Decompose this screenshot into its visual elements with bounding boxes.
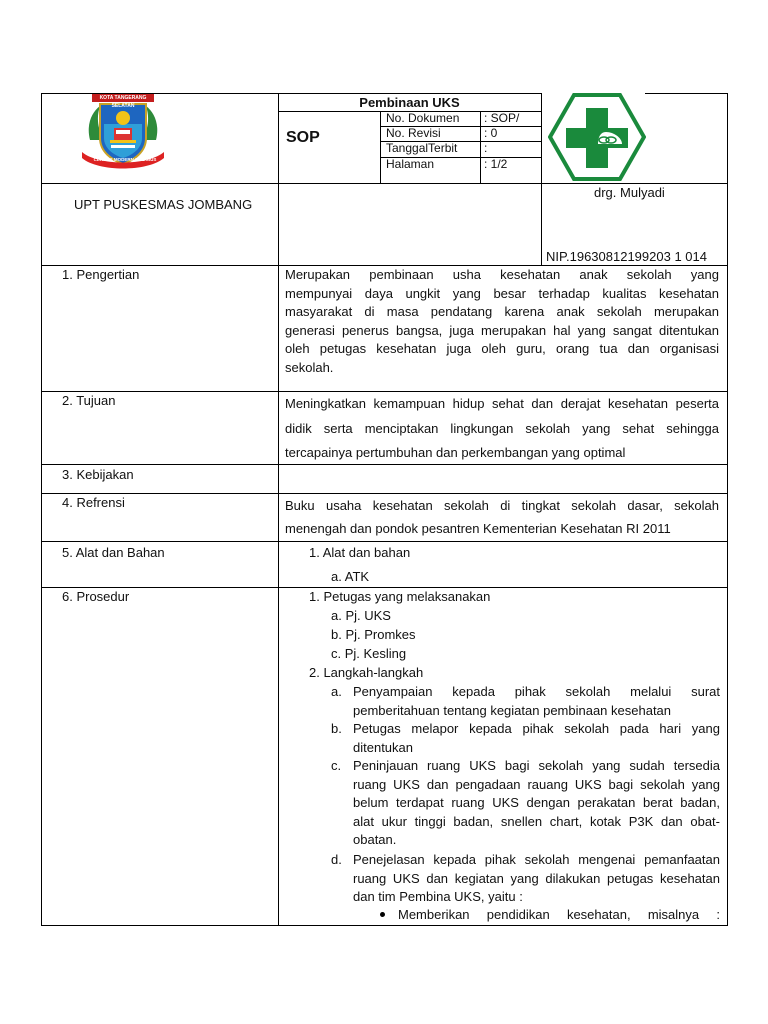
step-line: Peninjauan ruang UKS bagi sekolah yang sudah tersedia	[353, 758, 720, 773]
sop-label: SOP	[286, 129, 320, 146]
alat-item-1a: a. ATK	[331, 569, 370, 584]
refrensi-text	[285, 494, 719, 540]
meta-label-no-revisi: No. Revisi	[386, 126, 441, 140]
step-line: pemberitahuan tentang kegiatan pembinaan kesehatan	[353, 702, 672, 718]
step-line: obatan.	[353, 832, 397, 847]
meta-value-no-revisi: : 0	[484, 126, 498, 140]
table-border-left	[41, 93, 42, 926]
tujuan-line: Meningkatkan kemampuan hidup sehat dan derajat kesehatan peserta	[285, 396, 719, 411]
pengertian-line: masyarakat di masa pendatang karena anak sekolah merupakan	[285, 304, 719, 319]
prosedur-sub-item: c. Pj. Kesling	[331, 646, 407, 661]
bullet-text: Memberikan pendidikan kesehatan, misalnya :	[398, 907, 720, 922]
meta-value-no-dokumen: : SOP/	[484, 111, 520, 125]
tujuan-line: didik serta menciptakan lingkungan sekolah yang sehat sehingga	[285, 420, 719, 436]
step-marker: c.	[331, 758, 342, 773]
step-marker: a.	[331, 684, 342, 699]
alat-item-1: 1. Alat dan bahan	[309, 545, 411, 560]
section-label-prosedur: 6. Prosedur	[62, 589, 130, 604]
step-d-text	[353, 851, 720, 907]
pengertian-line: mempunyai daya ungkit yang besar terhadap kualitas kesehatan	[285, 285, 719, 301]
pengertian-line: sekolah.	[285, 359, 334, 375]
meta-label-no-dokumen: No. Dokumen	[386, 111, 460, 125]
logo-motto-text: CERDAS MODERN RELIGIUS	[93, 157, 157, 162]
bullet-text-wrap	[398, 906, 720, 924]
header-divider-right	[541, 93, 542, 265]
section-label-pengertian: 1. Pengertian	[62, 267, 140, 282]
tujuan-text	[285, 392, 719, 466]
table-border-right	[727, 93, 728, 926]
prosedur-sub-item: a. Pj. UKS	[331, 608, 391, 623]
step-line: ruang UKS dan pengadaan rauang UKS bagi sekolah yang	[353, 776, 720, 792]
section-label-tujuan: 2. Tujuan	[62, 393, 116, 408]
step-line: alat ukur tinggi badan, snellen chart, kotak P3K dan obat-	[353, 813, 720, 829]
table-border-top-right	[645, 93, 728, 94]
prosedur-sub-item: b. Pj. Promkes	[331, 627, 416, 642]
bullet-dot-icon	[380, 912, 385, 917]
step-line: ditentukan	[353, 739, 413, 755]
section-label-kebijakan: 3. Kebijakan	[62, 467, 134, 482]
meta-value-tanggal-terbit: :	[484, 141, 488, 155]
column-divider	[278, 93, 279, 926]
meta-divider-2	[480, 111, 481, 184]
logo-banner-text: KOTA TANGERANG SELATAN	[99, 95, 147, 109]
meta-label-tanggal-terbit: TanggalTerbit	[386, 141, 458, 155]
meta-value-halaman: : 1/2	[484, 157, 508, 171]
step-line: Penejelasan kepada pihak sekolah mengenai pemanfaatan	[353, 852, 720, 867]
meta-label-halaman: Halaman	[386, 157, 435, 171]
prosedur-item-1: 1. Petugas yang melaksanakan	[309, 589, 491, 604]
pengertian-text	[285, 266, 719, 377]
table-border-bottom	[41, 925, 728, 926]
meta-divider-1	[380, 111, 381, 184]
puskesmas-logo	[548, 92, 646, 182]
pengertian-line: oleh petugas kesehatan juga oleh guru, orang tua dan organisasi	[285, 341, 719, 356]
unit-name: UPT PUSKESMAS JOMBANG	[74, 197, 253, 212]
step-marker: b.	[331, 721, 342, 736]
refrensi-line: menengah dan pondok pesantren Kementerian Kesehatan RI 2011	[285, 521, 671, 536]
prosedur-item-2: 2. Langkah-langkah	[309, 665, 424, 680]
step-line: Penyampaian kepada pihak sekolah melalui surat	[353, 684, 720, 699]
row-line	[41, 541, 728, 542]
step-b-text	[353, 720, 720, 757]
step-line: Petugas melapor kepada pihak sekolah pada hari yang	[353, 721, 720, 736]
step-a-text	[353, 683, 720, 720]
signer-name: drg. Mulyadi	[594, 185, 665, 200]
signer-nip: NIP.19630812199203 1 014	[546, 249, 707, 264]
sop-title: Pembinaan UKS	[359, 95, 460, 110]
pengertian-line: Merupakan pembinaan usha kesehatan anak sekolah yang	[285, 267, 719, 282]
tujuan-line: tercapainya pertumbuhan dan perkembangan yang optimal	[285, 445, 626, 460]
step-marker: d.	[331, 852, 342, 867]
refrensi-line: Buku usaha kesehatan sekolah di tingkat sekolah dasar, sekolah	[285, 498, 719, 513]
pengertian-line: generasi penerus bangsa, juga merupakan hal yang sangat ditentukan	[285, 322, 719, 338]
step-line: dan tim Pembina UKS, yaitu :	[353, 889, 523, 904]
section-label-alat-dan-bahan: 5. Alat dan Bahan	[62, 545, 165, 560]
step-line: ruang UKS dan kegiatan yang dilakukan petugas kesehatan	[353, 870, 720, 886]
section-label-refrensi: 4. Refrensi	[62, 495, 125, 510]
step-c-text	[353, 757, 720, 850]
step-line: belum terdapat ruang UKS dengan perakatan berat badan,	[353, 795, 720, 810]
